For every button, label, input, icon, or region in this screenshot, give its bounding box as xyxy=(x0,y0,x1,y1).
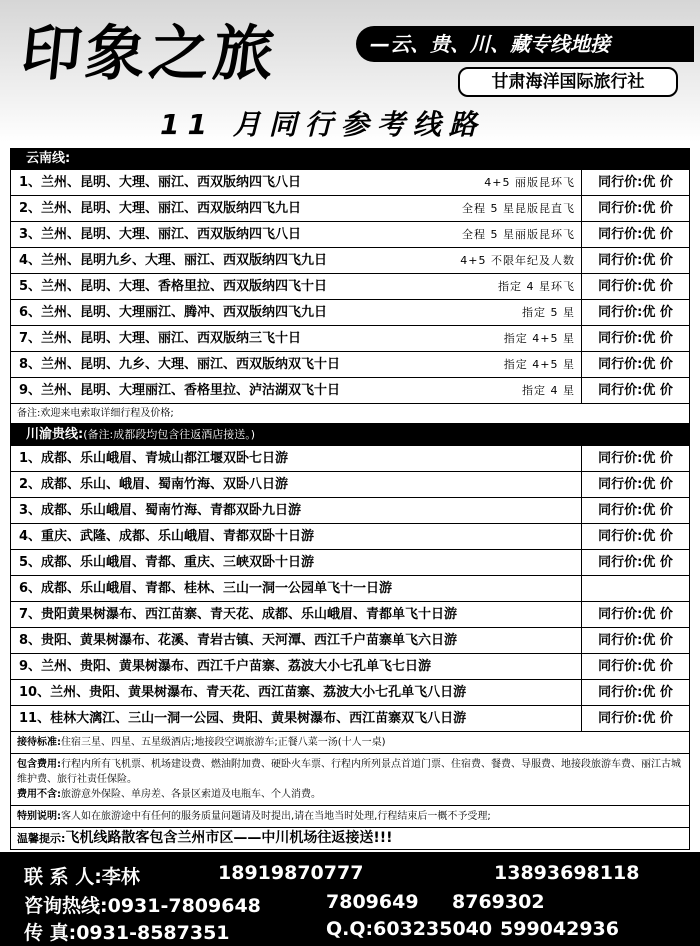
route-text: 2、成都、乐山、峨眉、蜀南竹海、双卧八日游 xyxy=(19,477,289,492)
peer-price: 同行价:优 价 xyxy=(581,524,689,549)
route-text: 8、贵阳、黄果树瀑布、花溪、青岩古镇、天河潭、西江千户苗寨单飞六日游 xyxy=(19,633,458,648)
route-name xyxy=(11,550,581,575)
route-hotel-spec: 指定 4+5 星 xyxy=(503,358,575,371)
mobile-2: 13893698118 xyxy=(494,862,640,884)
sub-title-banner: —云、贵、川、藏专线地接 xyxy=(356,26,694,62)
include-label: 包含费用: xyxy=(17,759,61,770)
route-text: 11、桂林大漓江、三山一洞一公园、贵阳、黄果树瀑布、西江苗寨双飞八日游 xyxy=(19,711,467,726)
peer-price: 同行价:优 价 xyxy=(581,680,689,705)
peer-price: 同行价:优 价 xyxy=(581,628,689,653)
special-label: 特别说明: xyxy=(17,811,61,822)
route-name xyxy=(11,680,581,705)
hotline-2: 7809649 xyxy=(326,891,419,913)
route-name xyxy=(11,446,581,471)
yunnan-section-title xyxy=(10,148,690,170)
route-row xyxy=(11,248,689,274)
route-name xyxy=(11,654,581,679)
route-text: 7、兰州、昆明、大理、丽江、西双版纳三飞十日 xyxy=(19,331,302,346)
remind-label: 温馨提示: xyxy=(17,832,66,845)
route-text: 4、兰州、昆明九乡、大理、丽江、西双版纳四飞九日 xyxy=(19,253,328,268)
exclude-text: 旅游意外保险、单房差、各景区索道及电瓶车、个人消费。 xyxy=(61,789,321,800)
route-text: 6、成都、乐山峨眉、青都、桂林、三山一洞一公园单飞十一日游 xyxy=(19,581,393,596)
peer-price: 同行价:优 价 xyxy=(581,472,689,497)
route-row xyxy=(11,196,689,222)
chuanyu-title: 川渝贵线: xyxy=(26,427,84,442)
route-row xyxy=(11,472,689,498)
peer-price: 同行价:优 价 xyxy=(581,300,689,325)
header xyxy=(0,0,700,142)
contact-footer xyxy=(0,852,700,946)
yunnan-title: 云南线: xyxy=(26,151,71,166)
route-hotel-spec: 指定 5 星 xyxy=(522,306,575,319)
peer-price: 同行价:优 价 xyxy=(581,196,689,221)
route-text: 1、兰州、昆明、大理、丽江、西双版纳四飞八日 xyxy=(19,175,302,190)
route-hotel-spec: 指定 4 星 xyxy=(522,384,575,397)
route-row xyxy=(11,706,689,732)
route-text: 9、兰州、昆明、大理丽江、香格里拉、泸沽湖双飞十日 xyxy=(19,383,341,398)
service-standard xyxy=(11,732,689,754)
route-row xyxy=(11,378,689,404)
route-row xyxy=(11,498,689,524)
chuanyu-route-table xyxy=(10,446,690,732)
agency-name: 甘肃海洋国际旅行社 xyxy=(458,67,678,97)
main-title: 印象之旅 xyxy=(17,19,282,89)
route-row xyxy=(11,352,689,378)
route-name xyxy=(11,576,581,601)
route-name xyxy=(11,378,581,403)
route-text: 7、贵阳黄果树瀑布、西江苗寨、青天花、成都、乐山峨眉、青都单飞十日游 xyxy=(19,607,458,622)
route-text: 6、兰州、昆明、大理丽江、腾冲、西双版纳四飞九日 xyxy=(19,305,328,320)
peer-price: 同行价:优 价 xyxy=(581,326,689,351)
include-text: 行程内所有飞机票、机场建设费、燃油附加费、硬卧火车票、行程内所列景点首道门票、住宿费、餐费、导服费、地接段旅游车费、丽江古城维护费、旅行社责任保险。 xyxy=(17,759,681,785)
route-text: 10、兰州、贵阳、黄果树瀑布、青天花、西江苗寨、荔波大小七孔单飞八日游 xyxy=(19,685,467,700)
chuanyu-title-note: (备注:成都段均包含往返酒店接送。) xyxy=(83,428,255,441)
route-row xyxy=(11,628,689,654)
peer-price: 同行价:优 价 xyxy=(581,498,689,523)
route-text: 3、兰州、昆明、大理、丽江、西双版纳四飞八日 xyxy=(19,227,302,242)
route-name xyxy=(11,706,581,731)
route-name xyxy=(11,170,581,195)
route-text: 8、兰州、昆明、九乡、大理、丽江、西双版纳双飞十日 xyxy=(19,357,341,372)
route-text: 1、成都、乐山峨眉、青城山都江堰双卧七日游 xyxy=(19,451,289,466)
route-row xyxy=(11,274,689,300)
route-name xyxy=(11,326,581,351)
fee-included xyxy=(11,754,689,806)
route-row xyxy=(11,602,689,628)
route-name xyxy=(11,300,581,325)
warm-reminder xyxy=(11,828,689,850)
route-hotel-spec: 指定 4 星环飞 xyxy=(498,280,575,293)
route-row xyxy=(11,300,689,326)
remind-text: 飞机线路散客包含兰州市区——中川机场往返接送!!! xyxy=(65,830,393,846)
route-name xyxy=(11,524,581,549)
route-text: 5、成都、乐山峨眉、青都、重庆、三峡双卧十日游 xyxy=(19,555,315,570)
route-row xyxy=(11,222,689,248)
route-row xyxy=(11,680,689,706)
route-text: 4、重庆、武隆、成都、乐山峨眉、青都双卧十日游 xyxy=(19,529,315,544)
exclude-label: 费用不含: xyxy=(17,789,61,800)
chuanyu-section-title xyxy=(10,424,690,446)
yunnan-note: 备注:欢迎来电索取详细行程及价格; xyxy=(11,404,689,424)
route-name xyxy=(11,248,581,273)
route-name xyxy=(11,222,581,247)
peer-price: 同行价:优 价 xyxy=(581,446,689,471)
peer-price: 同行价:优 价 xyxy=(581,274,689,299)
fax: 传 真:0931-8587351 xyxy=(24,922,230,944)
peer-price: 同行价:优 价 xyxy=(581,550,689,575)
route-title: 11 月同行参考线路 xyxy=(160,108,485,141)
route-row xyxy=(11,170,689,196)
route-row xyxy=(11,550,689,576)
terms-section xyxy=(10,732,690,850)
route-hotel-spec: 指定 4+5 星 xyxy=(503,332,575,345)
peer-price xyxy=(581,576,689,601)
route-text: 2、兰州、昆明、大理、丽江、西双版纳四飞九日 xyxy=(19,201,302,216)
route-row xyxy=(11,654,689,680)
yunnan-route-table xyxy=(10,170,690,424)
route-name xyxy=(11,628,581,653)
route-name xyxy=(11,352,581,377)
peer-price: 同行价:优 价 xyxy=(581,706,689,731)
route-text: 9、兰州、贵阳、黄果树瀑布、西江千户苗寨、荔波大小七孔单飞七日游 xyxy=(19,659,432,674)
route-name xyxy=(11,498,581,523)
route-row xyxy=(11,576,689,602)
route-hotel-spec: 4+5 丽版昆环飞 xyxy=(484,176,575,189)
peer-price: 同行价:优 价 xyxy=(581,248,689,273)
contact-person: 联 系 人:李林 xyxy=(24,866,140,888)
qq-2: 599042936 xyxy=(500,918,619,940)
qq-1: Q.Q:603235040 xyxy=(326,918,493,940)
route-hotel-spec: 4+5 不限年纪及人数 xyxy=(460,254,575,267)
peer-price: 同行价:优 价 xyxy=(581,352,689,377)
peer-price: 同行价:优 价 xyxy=(581,222,689,247)
mobile-1: 18919870777 xyxy=(218,862,364,884)
standard-text: 住宿三星、四星、五星级酒店;地接段空调旅游车;正餐八菜一汤(十人一桌) xyxy=(61,737,386,748)
route-hotel-spec: 全程 5 星昆版昆直飞 xyxy=(462,202,575,215)
route-row xyxy=(11,326,689,352)
route-row xyxy=(11,446,689,472)
peer-price: 同行价:优 价 xyxy=(581,602,689,627)
route-row xyxy=(11,524,689,550)
hotline: 咨询热线:0931-7809648 xyxy=(24,895,261,917)
hotline-3: 8769302 xyxy=(452,891,545,913)
route-name xyxy=(11,602,581,627)
route-name xyxy=(11,472,581,497)
special-text: 客人如在旅游途中有任何的服务质量问题请及时提出,请在当地当时处理,行程结束后一概不予受理; xyxy=(61,811,491,822)
peer-price: 同行价:优 价 xyxy=(581,378,689,403)
route-name xyxy=(11,274,581,299)
route-hotel-spec: 全程 5 星丽版昆环飞 xyxy=(462,228,575,241)
peer-price: 同行价:优 价 xyxy=(581,170,689,195)
peer-price: 同行价:优 价 xyxy=(581,654,689,679)
special-note xyxy=(11,806,689,828)
route-text: 3、成都、乐山峨眉、蜀南竹海、青都双卧九日游 xyxy=(19,503,302,518)
standard-label: 接待标准: xyxy=(17,737,61,748)
route-text: 5、兰州、昆明、大理、香格里拉、西双版纳四飞十日 xyxy=(19,279,328,294)
route-name xyxy=(11,196,581,221)
